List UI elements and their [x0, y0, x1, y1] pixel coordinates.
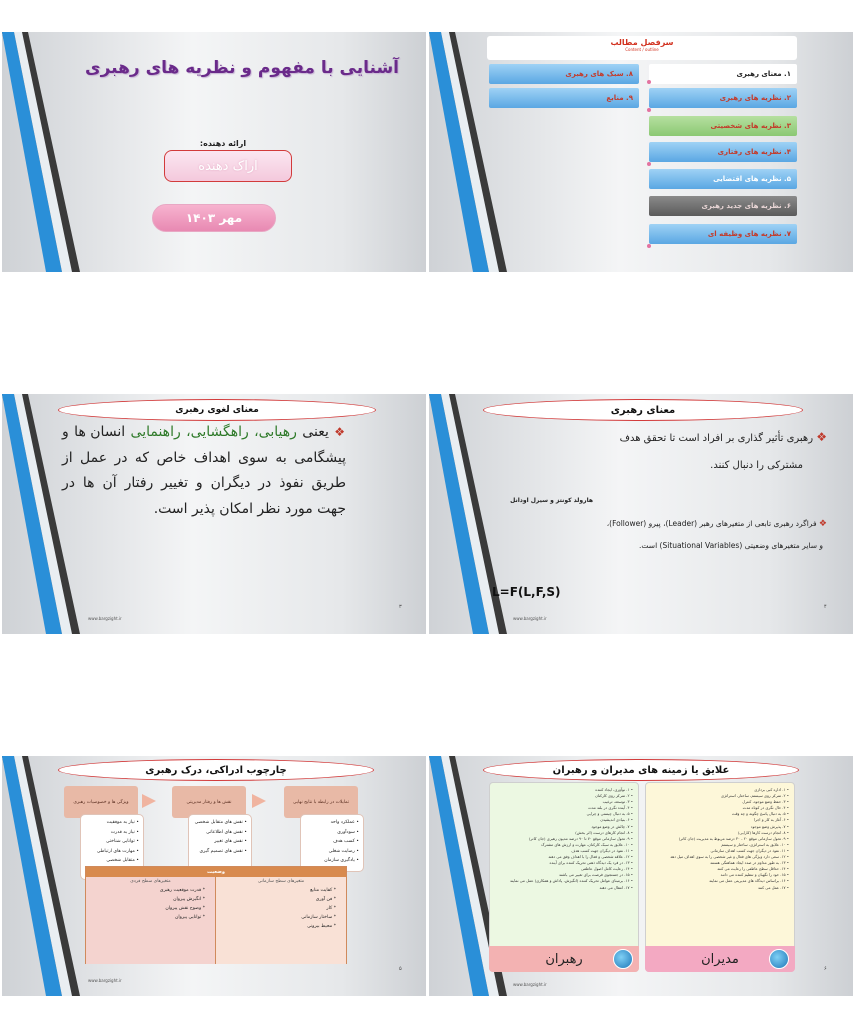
list-item: • ۷. پذیرش وضع موجود — [651, 824, 789, 830]
definition-line-2: مشترکی را دنبال کنند. — [710, 460, 803, 471]
slide-number: ۵ — [399, 966, 402, 972]
slide-1[interactable] — [2, 32, 426, 272]
list-item: • رضایت شغلی — [305, 847, 359, 857]
list-item: • نیاز به موفقیت — [85, 818, 139, 828]
list-item: * کفایت منابع — [216, 886, 346, 895]
list-item: • ۴. آینده نگری در بلند مدت — [495, 805, 633, 811]
list-item: • ۳. حفظ وضع موجود، کنترل — [651, 799, 789, 805]
slide-title: چارچوب ادراکی، درک رهبری — [145, 764, 287, 776]
list-item: • ۱۲. سعی دارد ویژگی های فعال و غیر شخصی را به سوی اهداف میل دهد — [651, 854, 789, 860]
definition-highlight: رهیابی، راهگشایی، راهنمایی — [130, 424, 297, 440]
presenter-name-box: اراک دهنده — [164, 150, 292, 182]
list-item: • ۱۶. برمبنای عوامل تحریک کننده (انگیزش، پاداش و همکاری) عمل می نمایند — [495, 878, 633, 884]
outline-item-5[interactable]: ۵. نظریه های اقتضایی — [649, 169, 797, 189]
list-item: • نقش های تغییر — [193, 837, 247, 847]
diamond-bullet-icon: ❖ — [818, 519, 827, 529]
definition-line-1-text: رهبری تأثیر گذاری بر افراد است تا تحقق هدف — [619, 433, 814, 444]
list-item: • ۲. تمرکز روی کارکنان — [495, 793, 633, 799]
slide-6[interactable] — [429, 756, 853, 996]
slide-title: آشنایی با مفهوم و نظریه های رهبری — [84, 58, 400, 78]
date-badge: مهر ۱۴۰۳ — [152, 204, 276, 232]
list-item: • ۱۴. حداقل سطح عاطفی را رعایت می کنند — [651, 866, 789, 872]
presenter-label: ارائه دهنده: — [199, 139, 247, 148]
list-item: • ۵. به دنبال پاسخ چگونه و چه وقت — [651, 811, 789, 817]
environment-box — [85, 866, 347, 964]
list-item: • کسب هدف — [305, 837, 359, 847]
slide-title: معنای لغوی رهبری — [175, 405, 259, 415]
site-url: www.bargzight.ir — [88, 978, 122, 983]
outline-item-7[interactable]: ۷. نظریه های وظیفه ای — [649, 224, 797, 244]
list-item: • ۱۵. در جستجوی فرصت برای تغییر می باشند — [495, 872, 633, 878]
org-variables — [216, 877, 346, 964]
list-item: * فن آوری — [216, 895, 346, 904]
slide-title-oval — [483, 399, 803, 421]
definition-line-3-text: فراگرد رهبری تابعی از متغیرهای رهبر (Leader)، پیرو (Follower)، — [606, 519, 817, 528]
site-url: www.bargzight.ir — [88, 616, 122, 621]
site-url: www.bargzight.ir — [513, 982, 547, 987]
list-item: • ۱. نوآوری، ایجاد کننده — [495, 787, 633, 793]
list-item: • ۲. تمرکز روی سیستم، ساختار، استراتژی — [651, 793, 789, 799]
slide-title-oval — [58, 399, 376, 421]
list-item: • نقش های تصمیم گیری — [193, 847, 247, 857]
list-item: * انگیزش پیروان — [86, 895, 215, 904]
leaders-label: رهبران — [545, 951, 583, 967]
authors-text: هارولد کونتز و سیرل اودانل — [510, 497, 593, 504]
managers-label: مدیران — [701, 951, 739, 967]
outline-title: سرفصل مطالب — [610, 38, 674, 47]
list-item: • نیاز به قدرت — [85, 828, 139, 838]
decorative-stripes — [2, 32, 80, 272]
outline-dot — [647, 80, 651, 84]
definition-line-1 — [620, 430, 827, 444]
outline-item-2[interactable]: ۲. نظریه های رهبری — [649, 88, 797, 108]
org-variables-title: متغیرهای سطح سازمانی — [257, 879, 305, 884]
list-item: • نقش های اطلاعاتی — [193, 828, 247, 838]
outline-item-4[interactable]: ۴. نظریه های رفتاری — [649, 142, 797, 162]
list-item: * ساختار سازمانی — [216, 913, 346, 922]
definition-line-4: و سایر متغیرهای وضعیتی (Situational Variables) است. — [639, 541, 823, 550]
framework-box-2: نقش ها و رفتار مدیریتی — [172, 786, 246, 818]
list-item: • ۶. بنیادی اندیشیدن — [495, 817, 633, 823]
list-item: • ۱۳. به طور مداوم در صدد ایجاد هماهنگی هستند — [651, 860, 789, 866]
list-item: • ۱۰. علایق به سبک کارکنان، مهارت و ارزش های مشترک — [495, 842, 633, 848]
list-item: • توانایی شناختی — [85, 837, 139, 847]
outline-dot — [647, 244, 651, 248]
diamond-bullet-icon: ❖ — [334, 425, 346, 439]
list-item: • ۱۲. علاقه شخصی و فعال را با اهداف وفق می دهند — [495, 854, 633, 860]
definition-text — [62, 420, 346, 522]
slide-title-oval — [58, 759, 374, 781]
arrow-right-icon — [252, 794, 266, 808]
slide-number: ۴ — [824, 604, 827, 610]
list-item: • ۱۳. در فرد یک دیدگاه ذهنی تحریک کننده برای آینده — [495, 860, 633, 866]
outline-header — [487, 36, 797, 60]
individual-variables — [86, 877, 216, 964]
list-item: • ۳. توسعه، ترغیب — [495, 799, 633, 805]
slide-3[interactable] — [2, 394, 426, 634]
outline-item-3[interactable]: ۳. نظریه های شخصیتی — [649, 116, 797, 136]
list-item: • ۱۰. علایق به استراتژی، ساختار و سیستم — [651, 842, 789, 848]
definition-prefix: یعنی — [302, 424, 329, 440]
managers-column — [645, 782, 795, 972]
list-item: • ۱۷. عمل می کنند — [651, 885, 789, 891]
list-item: • ۱۴. رعایت کامل اصول عاطفی — [495, 866, 633, 872]
outline-item-1[interactable]: ۱. معنای رهبری — [649, 64, 797, 84]
outline-item-6[interactable]: ۶. نظریه های جدید رهبری — [649, 196, 797, 216]
list-item: • سودآوری — [305, 828, 359, 838]
outline-dot — [647, 108, 651, 112]
list-3 — [300, 814, 364, 872]
list-item: • ۸. انجام درست کارها (کارایی) — [651, 830, 789, 836]
list-item: • ۱۶. براساس دیدگاه های مدیریتی عمل می نمایند — [651, 878, 789, 884]
environment-title: وضعیت — [86, 867, 346, 877]
list-item: • ۶. آغاز به کار و اجرا — [651, 817, 789, 823]
leaders-column — [489, 782, 639, 972]
slide-number: ۶ — [824, 966, 827, 972]
leaders-group-icon — [613, 949, 633, 969]
list-item: • ۱۷. انتقال می دهند — [495, 885, 633, 891]
managers-group-icon — [769, 949, 789, 969]
list-item: • ۸. انجام کارهای درست (اثر بخش) — [495, 830, 633, 836]
outline-item-8[interactable]: ۸. سبک های رهبری — [489, 64, 639, 84]
framework-box-1: ویژگی ها و خصوصیات رهبری — [64, 786, 138, 818]
list-item: • متقابل شخصی — [85, 856, 139, 866]
list-item: • ۱. اداره کبی بردازی — [651, 787, 789, 793]
list-item: • ۷. چالش در وضع موجود — [495, 824, 633, 830]
slide-5[interactable] — [2, 756, 426, 996]
list-item: • ۱۵. خود را نگهبان و تنظیم کننده می دانند — [651, 872, 789, 878]
list-item: • ۹. تحول سازمانی موقع ۷۰ تا ۹۰ درصد مدیون رهبری (جان کاتر) — [495, 836, 633, 842]
list-item: • ۱۱. نفوذ در دیگران جهت کسب هدف — [495, 848, 633, 854]
slide-title: علایق یا زمینه های مدیران و رهبران — [552, 764, 730, 776]
list-item: * محیط بیرونی — [216, 922, 346, 931]
list-item: * وضوح نقش پیروان — [86, 904, 215, 913]
list-item: • عملکرد واحد — [305, 818, 359, 828]
list-item: * کار — [216, 904, 346, 913]
formula-text: L=F(L,F,S) — [492, 585, 561, 599]
diamond-bullet-icon: ❖ — [816, 430, 827, 444]
list-item: • ۹. تحول سازمانی موقع ۲۰ - ۳۰ درصد مربوط به مدیریت (جان کاتر) — [651, 836, 789, 842]
list-item: • نقش های متقابل شخصی — [193, 818, 247, 828]
list-item: • ۵. به دنبال چیستی و چرایی — [495, 811, 633, 817]
list-item: • ۱۱. نفوذ در دیگران جهت کسب اهداف سازمانی — [651, 848, 789, 854]
list-item: * توانایی پیروان — [86, 913, 215, 922]
list-item: • ۴. حال نگری در کوتاه مدت — [651, 805, 789, 811]
definition-rest: انسان ها و پیشگامی به سوی اهداف خاص که در عمل از طریق نفوذ در دیگران و تغییر رفتار آن ها در جهت مورد نظر امکان پذیر است. — [62, 424, 346, 517]
definition-line-3 — [607, 519, 827, 529]
arrow-right-icon — [142, 794, 156, 808]
list-item: • مهارت های ارتباطی — [85, 847, 139, 857]
slide-title-oval — [483, 759, 799, 781]
site-url: www.bargzight.ir — [513, 616, 547, 621]
outline-dot — [647, 162, 651, 166]
slide-title: معنای رهبری — [610, 404, 676, 416]
slide-number: ۳ — [399, 604, 402, 610]
framework-box-3: تمایلات در رابطه با نتایج نهایی — [284, 786, 358, 818]
slide-2[interactable] — [429, 32, 853, 272]
outline-item-9[interactable]: ۹. منابع — [489, 88, 639, 108]
outline-subtitle: Content / outline — [625, 47, 659, 52]
slide-4[interactable] — [429, 394, 853, 634]
list-item: • یادگیری سازمان — [305, 856, 359, 866]
list-item: * قدرت موقعیت رهبری — [86, 886, 215, 895]
individual-variables-title: متغیرهای سطح فردی — [130, 879, 171, 884]
